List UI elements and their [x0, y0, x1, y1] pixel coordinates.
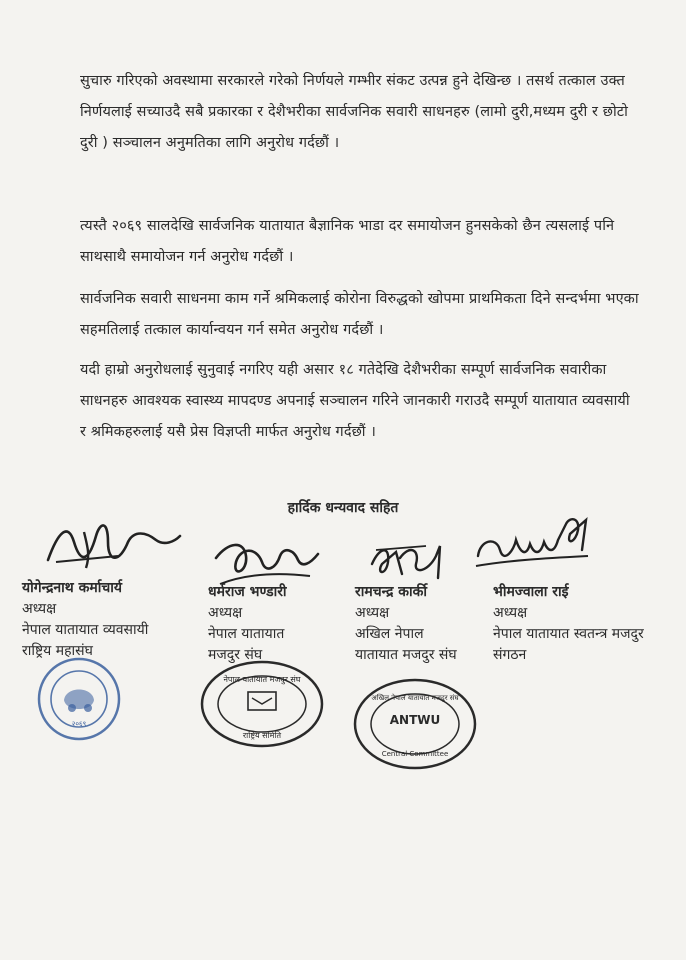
- paragraph-2: त्यस्तै २०६९ सालदेखि सार्वजनिक यातायात बैज्ञानिक भाडा दर समायोजन हुनसकेको छैन त्यसलाई पनि साथसाथै समायोजन गर्न अनुरोध गर्दछौं ।: [80, 218, 615, 265]
- stamp-1-seal: [36, 656, 122, 742]
- signatory-1-org-line1: नेपाल यातायात व्यवसायी: [22, 622, 149, 638]
- signatory-1: [22, 578, 148, 662]
- svg-text:नेपाल यातायात मजदुर संघ: नेपाल यातायात मजदुर संघ: [223, 675, 301, 684]
- signatory-2-org-line2: मजदुर संघ: [208, 647, 263, 663]
- signatory-2-name: धर्मराज भण्डारी: [208, 584, 287, 600]
- signatory-3-name: रामचन्द्र कार्की: [355, 584, 428, 600]
- svg-text:ANTWU: ANTWU: [389, 713, 441, 727]
- signatory-4-title: अध्यक्ष: [493, 605, 528, 621]
- signature-3-scribble: [366, 534, 456, 584]
- stamp-2-seal: [198, 658, 326, 750]
- signatory-4-name: भीमज्वाला राई: [493, 584, 569, 600]
- signatory-2-title: अध्यक्ष: [208, 605, 243, 621]
- closing-line: हार्दिक धन्यवाद सहित: [287, 500, 399, 516]
- stamp-3-seal: [350, 676, 480, 772]
- paragraph-1: सुचारु गरिएको अवस्थामा सरकारले गरेको निर्णयले गम्भीर संकट उत्पन्न हुने देखिन्छ । तसर्थ तत्काल उक्त निर्णयलाई सच्याउदै सबै प्रकारका र देशैभरीका सार्वजनिक सवारी साधनहरु (लामो दुरी,मध्यम दुरी र छोटो दुरी ) सञ्चालन अनुमतिका लागि अनुरोध गर्दछौं ।: [80, 73, 628, 151]
- signature-1-scribble: [38, 512, 188, 574]
- paragraph-4: यदी हाम्रो अनुरोधलाई सुनुवाई नगरिए यही असार १८ गतेदेखि देशैभरीका सम्पूर्ण सार्वजनिक सवारीका साधनहरु आवश्यक स्वास्थ्य मापदण्ड अपनाई सञ्चालन गरिने जानकारी गराउदै सम्पूर्ण यातायात व्यवसायी र श्रमिकहरुलाई यसै प्रेस विज्ञप्ती मार्फत अनुरोध गर्दछौं ।: [80, 362, 630, 440]
- signatory-4-org-line1: नेपाल यातायात स्वतन्त्र मजदुर: [493, 626, 644, 642]
- signatory-2: [208, 582, 287, 666]
- svg-text:राष्ट्रिय समिति: राष्ट्रिय समिति: [242, 731, 282, 740]
- signatory-3: [355, 582, 457, 666]
- signatory-1-org-line2: राष्ट्रिय महासंघ: [22, 643, 93, 659]
- signatory-4: [493, 582, 644, 666]
- signatory-3-title: अध्यक्ष: [355, 605, 390, 621]
- signatory-2-org-line1: नेपाल यातायात: [208, 626, 285, 642]
- signatory-3-org-line2: यातायात मजदुर संघ: [355, 647, 457, 663]
- signatory-1-name: योगेन्द्रनाथ कर्माचार्य: [22, 580, 122, 596]
- signatory-1-title: अध्यक्ष: [22, 601, 57, 617]
- signatory-4-org-line2: संगठन: [493, 647, 527, 663]
- signature-2-scribble: [206, 528, 336, 590]
- svg-text:२०६९: २०६९: [71, 720, 87, 728]
- paragraph-3: सार्वजनिक सवारी साधनमा काम गर्ने श्रमिकलाई कोरोना विरुद्धको खोपमा प्राथमिकता दिने सन्दर्भमा भएका सहमतिलाई तत्काल कार्यान्वयन गर्न समेत अनुरोध गर्दछौं ।: [80, 291, 639, 338]
- signatory-3-org-line1: अखिल नेपाल: [355, 626, 424, 642]
- signature-4-scribble: [470, 510, 600, 578]
- svg-text:Central Committee: Central Committee: [381, 750, 449, 758]
- svg-text:अखिल नेपाल यातायात मजदुर संघ: अखिल नेपाल यातायात मजदुर संघ: [371, 694, 459, 702]
